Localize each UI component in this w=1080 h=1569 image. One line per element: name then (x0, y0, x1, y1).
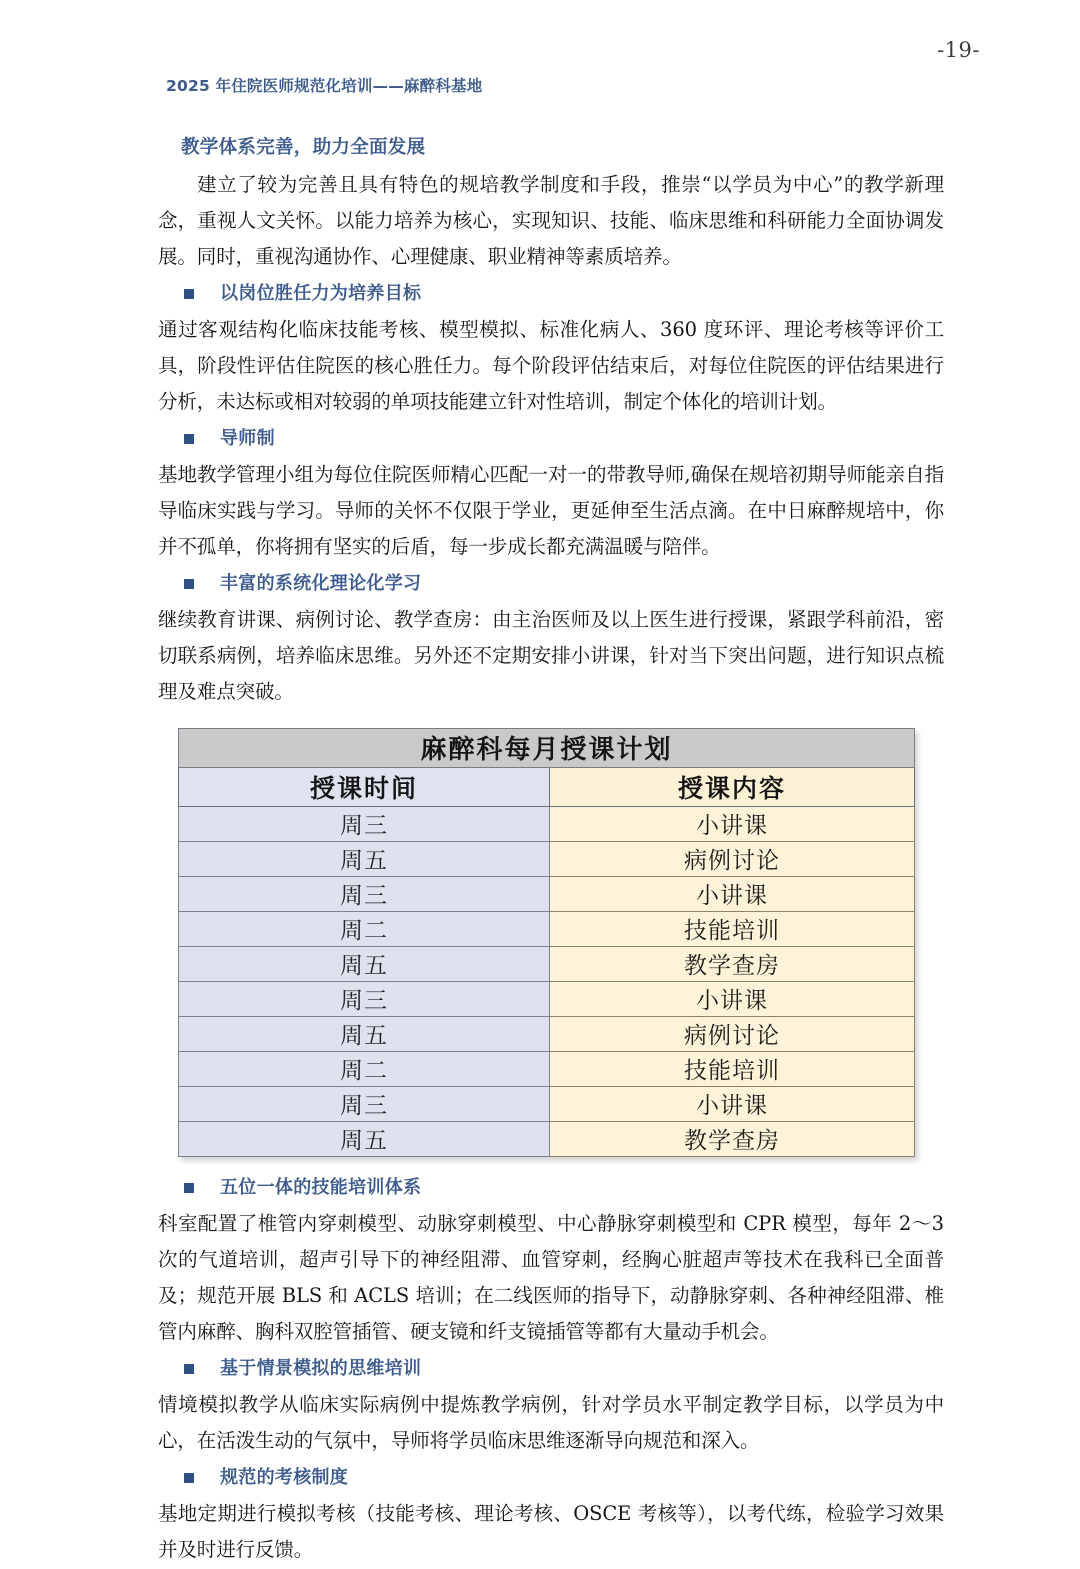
table-row (179, 1016, 915, 1051)
table-header-row (179, 767, 915, 806)
cell-content: 病例讨论 (549, 1016, 914, 1051)
bullet-heading-competency (158, 277, 944, 311)
bullet-label-skills-training: 五位一体的技能培训体系 (220, 1176, 422, 1198)
square-bullet-icon (184, 579, 194, 589)
cell-time: 周五 (179, 1016, 550, 1051)
cell-time: 周三 (179, 806, 550, 841)
paragraph-mentorship: 基地教学管理小组为每位住院医师精心匹配一对一的带教导师,确保在规培初期导师能亲自指导临床实践与学习。导师的关怀不仅限于学业，更延伸至生活点滴。在中日麻醉规培中，你并不孤单，你将拥有坚实的后盾，每一步成长都充满温暖与陪伴。 (158, 462, 944, 558)
schedule-table-wrapper (178, 728, 915, 1157)
column-header-content: 授课内容 (549, 767, 914, 806)
bullet-heading-skills-training (158, 1171, 944, 1205)
table-row (179, 946, 915, 981)
section-heading-teaching-system: 教学体系完善，助力全面发展 (181, 137, 426, 158)
table-row (179, 1121, 915, 1156)
square-bullet-icon (184, 1473, 194, 1483)
square-bullet-icon (184, 1183, 194, 1193)
table-row (179, 1051, 915, 1086)
bullet-label-theory-learning: 丰富的系统化理论化学习 (220, 572, 422, 594)
cell-time: 周三 (179, 1086, 550, 1121)
cell-time: 周三 (179, 876, 550, 911)
table-row (179, 806, 915, 841)
cell-time: 周二 (179, 911, 550, 946)
bullet-label-assessment-system: 规范的考核制度 (220, 1466, 349, 1488)
cell-time: 周五 (179, 841, 550, 876)
bullet-label-simulation-training: 基于情景模拟的思维培训 (220, 1357, 422, 1379)
bullet-label-mentorship: 导师制 (220, 427, 275, 449)
page-content (158, 134, 944, 1569)
paragraph-simulation-training: 情境模拟教学从临床实际病例中提炼教学病例，针对学员水平制定教学目标，以学员为中心，在活泼生动的气氛中，导师将学员临床思维逐渐导向规范和深入。 (158, 1392, 944, 1452)
schedule-table-body (179, 806, 915, 1156)
cell-content: 教学查房 (549, 1121, 914, 1156)
cell-content: 小讲课 (549, 876, 914, 911)
cell-time: 周三 (179, 981, 550, 1016)
paragraph-theory-learning: 继续教育讲课、病例讨论、教学查房：由主治医师及以上医生进行授课，紧跟学科前沿，密切联系病例，培养临床思维。另外还不定期安排小讲课，针对当下突出问题，进行知识点梳理及难点突破。 (158, 607, 944, 703)
page-number: -19- (937, 38, 980, 62)
column-header-time: 授课时间 (179, 767, 550, 806)
bullet-label-competency: 以岗位胜任力为培养目标 (220, 282, 422, 304)
cell-content: 技能培训 (549, 911, 914, 946)
bullet-heading-theory-learning (158, 567, 944, 601)
paragraph-assessment-system: 基地定期进行模拟考核（技能考核、理论考核、OSCE 考核等），以考代练，检验学习效果并及时进行反馈。 (158, 1501, 944, 1561)
table-title-row (179, 728, 915, 767)
bullet-heading-simulation-training (158, 1352, 944, 1386)
paragraph-intro: 建立了较为完善且具有特色的规培教学制度和手段，推崇“以学员为中心”的教学新理念，重视人文关怀。以能力培养为核心，实现知识、技能、临床思维和科研能力全面协调发展。同时，重视沟通协作、心理健康、职业精神等素质培养。 (158, 172, 944, 268)
cell-time: 周五 (179, 946, 550, 981)
paragraph-competency: 通过客观结构化临床技能考核、模型模拟、标准化病人、360 度环评、理论考核等评价工具，阶段性评估住院医的核心胜任力。每个阶段评估结束后，对每位住院医的评估结果进行分析，未达标或相对较弱的单项技能建立针对性培训，制定个体化的培训计划。 (158, 317, 944, 413)
cell-content: 教学查房 (549, 946, 914, 981)
table-row (179, 841, 915, 876)
square-bullet-icon (184, 434, 194, 444)
table-row (179, 981, 915, 1016)
monthly-teaching-schedule-table (178, 728, 915, 1157)
square-bullet-icon (184, 1364, 194, 1374)
running-head: 2025 年住院医师规范化培训——麻醉科基地 (166, 77, 483, 95)
cell-content: 小讲课 (549, 806, 914, 841)
bullet-heading-assessment-system (158, 1461, 944, 1495)
table-row (179, 1086, 915, 1121)
cell-content: 病例讨论 (549, 841, 914, 876)
cell-content: 技能培训 (549, 1051, 914, 1086)
cell-content: 小讲课 (549, 981, 914, 1016)
cell-time: 周二 (179, 1051, 550, 1086)
table-row (179, 911, 915, 946)
bullet-heading-mentorship (158, 422, 944, 456)
square-bullet-icon (184, 289, 194, 299)
paragraph-skills-training: 科室配置了椎管内穿刺模型、动脉穿刺模型、中心静脉穿刺模型和 CPR 模型，每年 2～3 次的气道培训，超声引导下的神经阻滞、血管穿刺，经胸心脏超声等技术在我科已全面普及；规范开展 BLS 和 ACLS 培训；在二线医师的指导下，动静脉穿刺、各种神经阻滞、椎管内麻醉、胸科双腔管插管、硬支镜和纤支镜插管等都有大量动手机会。 (158, 1211, 944, 1343)
table-title: 麻醉科每月授课计划 (179, 728, 915, 767)
cell-content: 小讲课 (549, 1086, 914, 1121)
cell-time: 周五 (179, 1121, 550, 1156)
table-row (179, 876, 915, 911)
